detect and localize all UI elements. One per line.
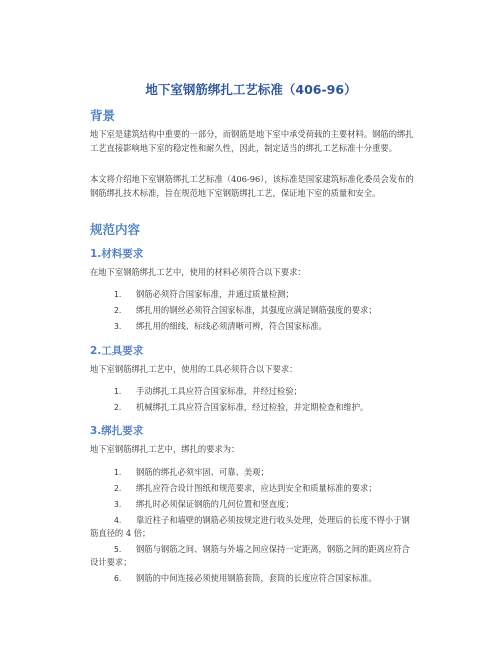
list-text: 靠近柱子和墙壁的钢筋必须按规定进行收头处理，处理后的长度不得小于钢筋直径的 4 倍； (90, 515, 410, 538)
list-item: 6. 钢筋的中间连接必须使用钢筋套筒，套筒的长度应符合国家标准。 (114, 573, 377, 583)
list-item: 1. 钢筋的绑扎必须牢固、可靠、美观； (114, 467, 269, 477)
subsection-heading-binding: 3.绑扎要求 (90, 425, 144, 437)
list-text: 钢筋的绑扎必须牢固、可靠、美观； (136, 467, 269, 477)
list-item: 2. 绑扎应符合设计图纸和规范要求，应达到安全和质量标准的要求； (114, 483, 377, 493)
list-item: 2. 机械绑扎工具应符合国家标准，经过检验，并定期检查和维护。 (114, 402, 369, 412)
materials-intro: 在地下室钢筋绑扎工艺中，使用的材料必须符合以下要求： (90, 267, 306, 277)
binding-intro: 地下室钢筋绑扎工艺中，绑扎的要求为： (90, 444, 240, 454)
section-heading-background: 背景 (90, 108, 116, 123)
list-item: 4. 靠近柱子和墙壁的钢筋必须按规定进行收头处理，处理后的长度不得小于钢筋直径的 4 倍； (90, 515, 410, 538)
list-text: 绑扎时必须保证钢筋的几何位置和竖直度； (136, 499, 294, 509)
subsection-heading-materials: 1.材料要求 (90, 248, 144, 260)
section-heading-spec: 规范内容 (90, 222, 141, 237)
list-text: 钢筋必须符合国家标准，并通过质量检测； (136, 289, 294, 299)
list-item: 1. 钢筋必须符合国家标准，并通过质量检测； (114, 289, 294, 299)
list-text: 机械绑扎工具应符合国家标准，经过检验，并定期检查和维护。 (136, 402, 369, 412)
list-text: 钢筋与钢筋之间、钢筋与外墙之间应保持一定距离，钢筋之间的距离应符合设计要求； (90, 544, 410, 567)
list-item: 2. 绑扎用的钢丝必须符合国家标准，其强度应满足钢筋强度的要求； (114, 305, 377, 315)
list-item: 1. 手动绑扎工具应符合国家标准，并经过检验； (114, 386, 302, 396)
background-paragraph-2: 本文将介绍地下室钢筋绑扎工艺标准（406-96），该标准是国家建筑标准化委员会发布的钢筋绑扎技术标准，旨在规范地下室钢筋绑扎工艺，保证地下室的质量和安全。 (90, 174, 414, 198)
list-text: 绑扎用的钢丝必须符合国家标准，其强度应满足钢筋强度的要求； (136, 305, 377, 315)
list-text: 钢筋的中间连接必须使用钢筋套筒，套筒的长度应符合国家标准。 (136, 573, 377, 583)
list-item: 3. 绑扎时必须保证钢筋的几何位置和竖直度； (114, 499, 294, 509)
list-text: 绑扎用的细线、标线必须清晰可辨，符合国家标准。 (136, 321, 327, 331)
list-text: 手动绑扎工具应符合国家标准，并经过检验； (136, 386, 302, 396)
list-text: 绑扎应符合设计图纸和规范要求，应达到安全和质量标准的要求； (136, 483, 377, 493)
list-item: 3. 绑扎用的细线、标线必须清晰可辨，符合国家标准。 (114, 321, 327, 331)
page-title: 地下室钢筋绑扎工艺标准（406-96） (145, 82, 357, 97)
subsection-heading-tools: 2.工具要求 (90, 345, 144, 357)
background-paragraph-1: 地下室是建筑结构中重要的一部分，而钢筋是地下室中承受荷载的主要材料。钢筋的绑扎工艺直接影响地下室的稳定性和耐久性，因此，制定适当的绑扎工艺标准十分重要。 (90, 129, 414, 153)
tools-intro: 地下室钢筋绑扎工艺中，使用的工具必须符合以下要求： (90, 364, 298, 374)
list-item: 5. 钢筋与钢筋之间、钢筋与外墙之间应保持一定距离，钢筋之间的距离应符合设计要求； (90, 544, 410, 567)
